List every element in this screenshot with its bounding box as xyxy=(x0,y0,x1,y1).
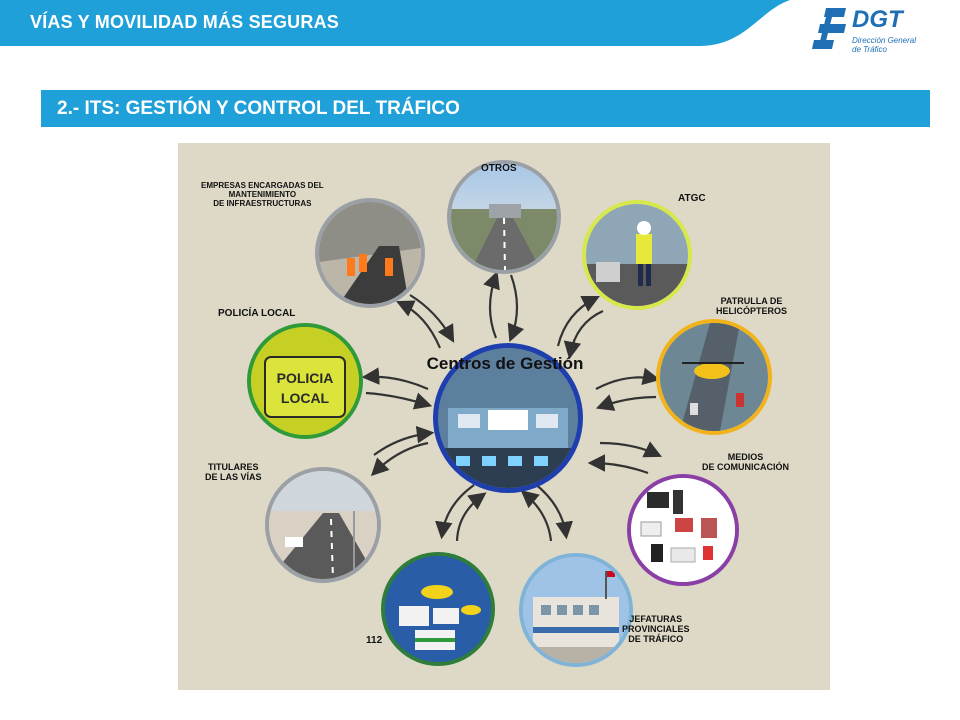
banner-title: VÍAS Y MOVILIDAD MÁS SEGURAS xyxy=(30,12,339,32)
node-titulares[interactable] xyxy=(265,467,381,583)
traffic-officer-image xyxy=(586,204,688,306)
label-helicopteros: PATRULLA DE HELICÓPTEROS xyxy=(716,296,788,316)
policia-text-line1: POLICIA xyxy=(276,370,334,386)
label-jefaturas: JEFATURAS PROVINCIALES DE TRÁFICO xyxy=(622,614,690,644)
node-empresas[interactable] xyxy=(315,198,425,308)
node-policia-local[interactable] xyxy=(247,323,363,439)
center-label: Centros de Gestión xyxy=(426,354,584,373)
node-jefaturas[interactable] xyxy=(519,553,633,667)
dgt-logo[interactable] xyxy=(812,6,922,60)
node-helicopteros[interactable] xyxy=(656,319,772,435)
label-atgc: ATGC xyxy=(678,193,706,204)
node-112[interactable] xyxy=(381,552,495,666)
section-title: 2.- ITS: GESTIÓN Y CONTROL DEL TRÁFICO xyxy=(57,98,460,119)
label-medios: MEDIOS DE COMUNICACIÓN xyxy=(702,452,789,472)
helicopter-image xyxy=(660,323,768,431)
logo-subtitle-line1: Dirección General xyxy=(852,36,917,45)
section-title-bar xyxy=(41,90,930,127)
top-banner xyxy=(0,0,790,46)
label-titulares: TITULARES DE LAS VÍAS xyxy=(205,462,262,482)
building-image xyxy=(523,557,629,663)
road-works-image xyxy=(319,202,421,304)
logo-subtitle xyxy=(852,36,916,54)
label-112: 112 xyxy=(366,635,383,646)
tunnel-road-image xyxy=(451,164,557,270)
node-medios[interactable] xyxy=(627,474,739,586)
label-policia-local: POLICÍA LOCAL xyxy=(218,308,296,319)
police-vest-image xyxy=(251,327,359,435)
logo-subtitle-line2: de Tráfico xyxy=(852,45,887,54)
policia-text-line2: LOCAL xyxy=(280,390,330,406)
label-empresas: EMPRESAS ENCARGADAS DEL MANTENIMIENTO DE INFRAESTRUCTURAS xyxy=(201,181,324,208)
emergency-vehicles-image xyxy=(385,556,491,662)
logo-text: DGT xyxy=(852,6,903,33)
node-otros[interactable] xyxy=(447,160,561,274)
node-atgc[interactable] xyxy=(582,200,692,310)
highway-image xyxy=(269,471,377,579)
dgt-logo-icon xyxy=(812,8,846,52)
media-devices-image xyxy=(631,478,735,582)
label-otros: OTROS xyxy=(481,163,517,174)
its-diagram xyxy=(178,143,830,690)
